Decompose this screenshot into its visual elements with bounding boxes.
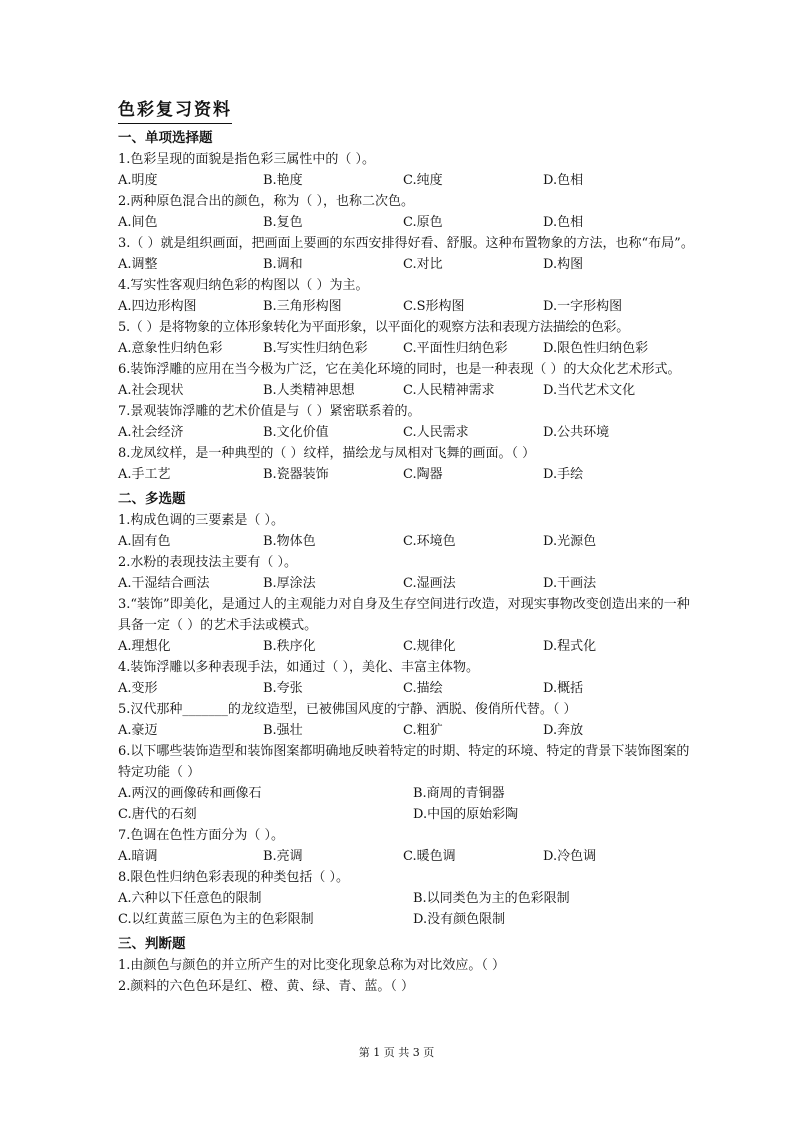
option: D.中国的原始彩陶: [413, 807, 519, 822]
option: B.夸张: [263, 681, 303, 696]
question: 7.色调在色性方面分为（ ）。: [118, 828, 285, 843]
option: C.以红黄蓝三原色为主的色彩限制: [118, 912, 314, 927]
option: A.间色: [118, 215, 158, 230]
options-row: [118, 909, 698, 930]
options-row: [118, 296, 698, 317]
option: D.当代艺术文化: [543, 383, 636, 398]
options-row: [118, 380, 698, 401]
options-row: [118, 636, 698, 657]
option: B.三角形构图: [263, 299, 342, 314]
option: B.写实性归纳色彩: [263, 341, 368, 356]
question: 4.写实性客观归纳色彩的构图以（ ）为主。: [118, 278, 369, 293]
options-row: [118, 783, 698, 804]
question: 3.“装饰”即美化，是通过人的主观能力对自身及生存空间进行改造，对现实事物改变创造出来的一种具备一定（ ）的艺术手法或模式。: [118, 597, 690, 633]
option: D.光源色: [543, 534, 597, 549]
options-row: [118, 804, 698, 825]
option: B.亮调: [263, 849, 303, 864]
option: A.固有色: [118, 534, 171, 549]
question: 2.两种原色混合出的颜色，称为（ ），也称二次色。: [118, 194, 415, 209]
option: C.描绘: [403, 681, 443, 696]
options-row: [118, 212, 698, 233]
question: 8.龙凤纹样，是一种典型的（ ）纹样，描绘龙与凤相对飞舞的画面。（ ）: [118, 446, 536, 461]
option: B.艳度: [263, 173, 303, 188]
option: B.物体色: [263, 534, 316, 549]
option: B.调和: [263, 257, 303, 272]
option: D.手绘: [543, 467, 584, 482]
question: 1.色彩呈现的面貌是指色彩三属性中的（ ）。: [118, 152, 376, 167]
section-heading: 二、多选题: [118, 491, 186, 507]
option: A.调整: [118, 257, 158, 272]
option: B.人类精神思想: [263, 383, 355, 398]
options-row: [118, 531, 698, 552]
options-row: [118, 422, 698, 443]
options-row: [118, 170, 698, 191]
option: A.社会现状: [118, 383, 184, 398]
question: 1.构成色调的三要素是（ ）。: [118, 513, 285, 528]
option: C.陶器: [403, 467, 443, 482]
question: 5.汉代那种_______的龙纹造型，已被佛国风度的宁静、洒脱、俊俏所代替。（ ）: [118, 702, 577, 717]
option: D.色相: [543, 173, 584, 188]
question: 4.装饰浮雕以多种表现手法，如通过（ ），美化、丰富主体物。: [118, 660, 480, 675]
option: B.以同类色为主的色彩限制: [413, 891, 570, 906]
option: D.色相: [543, 215, 584, 230]
option: A.手工艺: [118, 467, 171, 482]
question: 2.颜料的六色色环是红、橙、黄、绿、青、蓝。（ ）: [118, 979, 415, 994]
option: D.程式化: [543, 639, 597, 654]
option: A.变形: [118, 681, 158, 696]
option: A.社会经济: [118, 425, 184, 440]
options-row: [118, 573, 698, 594]
section-heading: 一、单项选择题: [118, 130, 213, 146]
option: A.意象性归纳色彩: [118, 341, 223, 356]
option: D.奔放: [543, 723, 584, 738]
options-row: [118, 846, 698, 867]
question: 3.（ ）就是组织画面，把画面上要画的东西安排得好看、舒服。这种布置物象的方法，也称“布局”。: [118, 236, 694, 251]
option: C.唐代的石刻: [118, 807, 197, 822]
document-page: [118, 98, 698, 997]
option: A.六种以下任意色的限制: [118, 891, 262, 906]
options-row: [118, 678, 698, 699]
section-heading: 三、判断题: [118, 936, 186, 952]
option: A.四边形构图: [118, 299, 197, 314]
options-row: [118, 888, 698, 909]
options-row: [118, 464, 698, 485]
option: C.人民精神需求: [403, 383, 495, 398]
page-title: 色彩复习资料: [118, 98, 232, 124]
question: 2.水粉的表现技法主要有（ ）。: [118, 555, 298, 570]
option: D.没有颜色限制: [413, 912, 506, 927]
question: 1.由颜色与颜色的并立所产生的对比变化现象总称为对比效应。（ ）: [118, 958, 506, 973]
option: B.瓷器装饰: [263, 467, 329, 482]
option: B.文化价值: [263, 425, 329, 440]
option: A.两汉的画像砖和画像石: [118, 786, 262, 801]
option: D.构图: [543, 257, 584, 272]
option: B.商周的青铜器: [413, 786, 505, 801]
question: 5.（ ）是将物象的立体形象转化为平面形象，以平面化的观察方法和表现方法描绘的色彩。: [118, 320, 629, 335]
option: C.人民需求: [403, 425, 469, 440]
option: C.暖色调: [403, 849, 456, 864]
options-row: [118, 338, 698, 359]
options-row: [118, 720, 698, 741]
option: A.暗调: [118, 849, 158, 864]
page-footer: 第 1 页 共 3 页: [358, 1046, 435, 1059]
option: A.明度: [118, 173, 158, 188]
option: B.厚涂法: [263, 576, 316, 591]
option: A.干湿结合画法: [118, 576, 210, 591]
question: 6.装饰浮雕的应用在当今极为广泛，它在美化环境的同时，也是一种表现（ ）的大众化艺术形式。: [118, 362, 681, 377]
option: A.理想化: [118, 639, 171, 654]
option: C.粗犷: [403, 723, 443, 738]
option: B.秩序化: [263, 639, 316, 654]
option: C.对比: [403, 257, 443, 272]
option: C.S形构图: [403, 299, 465, 314]
question: 7.景观装饰浮雕的艺术价值是与（ ）紧密联系着的。: [118, 404, 421, 419]
option: A.豪迈: [118, 723, 158, 738]
option: D.一字形构图: [543, 299, 623, 314]
option: B.强壮: [263, 723, 303, 738]
question: 6.以下哪些装饰造型和装饰图案都明确地反映着特定的时期、特定的环境、特定的背景下装饰图案的特定功能（ ）: [118, 744, 690, 780]
option: B.复色: [263, 215, 303, 230]
option: D.干画法: [543, 576, 597, 591]
option: D.冷色调: [543, 849, 597, 864]
option: C.纯度: [403, 173, 443, 188]
question: 8.限色性归纳色彩表现的种类包括（ ）。: [118, 870, 350, 885]
option: C.原色: [403, 215, 443, 230]
option: C.湿画法: [403, 576, 456, 591]
option: D.公共环境: [543, 425, 610, 440]
option: C.平面性归纳色彩: [403, 341, 508, 356]
option: D.概括: [543, 681, 584, 696]
option: C.规律化: [403, 639, 456, 654]
option: D.限色性归纳色彩: [543, 341, 649, 356]
options-row: [118, 254, 698, 275]
option: C.环境色: [403, 534, 456, 549]
